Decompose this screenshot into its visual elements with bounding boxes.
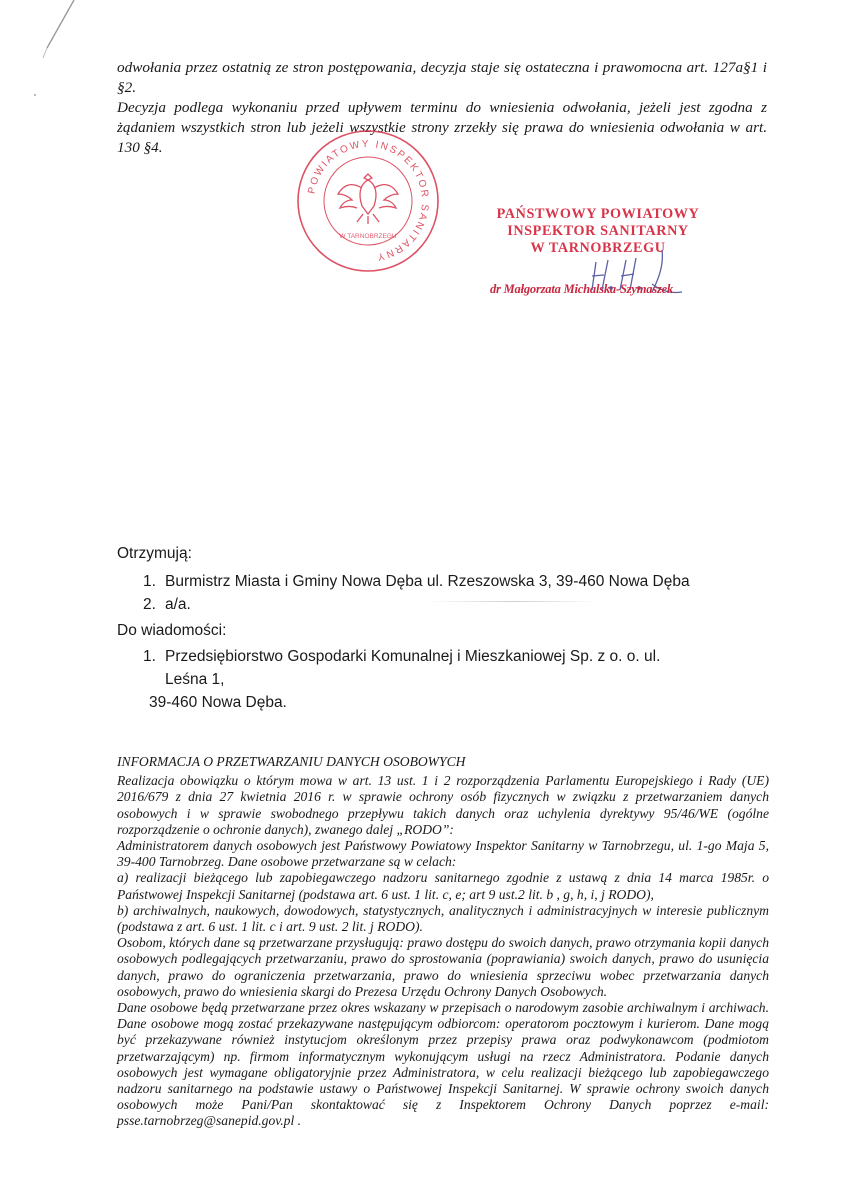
list-item bbox=[143, 645, 703, 714]
gdpr-paragraph: Administratorem danych osobowych jest Państwowy Powiatowy Inspektor Sanitarny w Tarnobrzegu, ul. 1-go Maja 5, 39-400 Tarnobrzeg. Dane osobowe przetwarzane są w celach: bbox=[117, 838, 769, 870]
list-number: 1. bbox=[143, 573, 156, 590]
sig-line-3: W TARNOBRZEGU bbox=[530, 240, 666, 256]
eagle-emblem-icon bbox=[338, 174, 398, 224]
for-information-list bbox=[143, 645, 703, 714]
gdpr-paragraph: Osobom, których dane są przetwarzane przysługują: prawo dostępu do swoich danych, prawo otrzymania kopii danych osobowych podlegających przetwarzaniu, prawo do sprostowania (poprawiania) swoich danych, prawo do usunięcia danych, prawo do ograniczenia przetwarzania, prawo do wniesienia sprzeciwu wobec przetwarzania danych osobowych, prawo do wniesienia skargi do Prezesa Urzędu Ochrony Danych Osobowych. bbox=[117, 935, 769, 999]
stamp-ring-text: POWIATOWY INSPEKTOR SANITARNY bbox=[306, 138, 431, 263]
addressee-text-cont: 39-460 Nowa Dęba. bbox=[149, 694, 287, 711]
gdpr-paragraph: b) archiwalnych, naukowych, dowodowych, statystycznych, analitycznych i administracyjnych w interesie publicznym (podstawa z art. 6 ust. 1 lit. c i art. 9 ust. 2 lit. j RODO). bbox=[117, 902, 769, 935]
for-information-heading: Do wiadomości: bbox=[117, 622, 227, 639]
recipients-heading: Otrzymują: bbox=[117, 545, 192, 562]
official-round-stamp bbox=[293, 126, 443, 276]
execution-text: Decyzja podlega wykonaniu przed upływem terminu do wniesienia odwołania, jeżeli jest zgodna z żądaniem wszystkich stron lub jeżeli wszystkie strony zrzekły się prawa do wniesienia odwołania w art. 130 §4. bbox=[117, 99, 767, 156]
recipient-text: Burmistrz Miasta i Gminy Nowa Dęba ul. Rzeszowska 3, 39-460 Nowa Dęba bbox=[165, 573, 690, 590]
list-item bbox=[143, 570, 690, 593]
scan-faint-line bbox=[428, 601, 598, 602]
stamp-inner-text: W TARNOBRZEGU bbox=[339, 233, 397, 240]
addressee-text: Przedsiębiorstwo Gospodarki Komunalnej i Mieszkaniowej Sp. z o. o. ul. Leśna 1, bbox=[165, 648, 661, 688]
list-number: 2. bbox=[143, 596, 156, 613]
sig-line-2: INSPEKTOR SANITARNY bbox=[507, 223, 689, 239]
appeal-text: odwołania przez ostatnią ze stron postępowania, decyzja staje się ostateczna i prawomocna art. 127a§1 i §2. bbox=[117, 59, 767, 96]
recipient-text: a/a. bbox=[165, 596, 191, 613]
gdpr-paragraph: a) realizacji bieżącego lub zapobiegawczego nadzoru sanitarnego zgodnie z ustawą z dnia 14 marca 1985r. o Państwowej Inspekcji Sanitarnej (podstawa art. 6 ust. 1 lit. c, e; art 9 ust.2 lit. b , g, h, i, j RODO), bbox=[117, 870, 769, 902]
scan-artifact-line bbox=[0, 0, 90, 110]
gdpr-information-section bbox=[117, 754, 769, 1130]
list-number: 1. bbox=[143, 648, 156, 665]
signatory-name: dr Małgorzata Michalska-Szymaszek bbox=[490, 282, 674, 296]
list-item bbox=[143, 593, 690, 616]
gdpr-paragraph: Realizacja obowiązku o którym mowa w art. 13 ust. 1 i 2 rozporządzenia Parlamentu Europejskiego i Rady (UE) 2016/679 z dnia 27 kwietnia 2016 r. w sprawie ochrony osób fizycznych w związku z przetwarzaniem danych osobowych i w sprawie swobodnego przepływu takich danych oraz uchylenia dyrektywy 95/46/WE (ogólne rozporządzenie o ochronie danych), zwanego dalej „RODO”: bbox=[117, 773, 769, 837]
gdpr-paragraph: Dane osobowe będą przetwarzane przez okres wskazany w przepisach o narodowym zasobie archiwalnym i archiwach. Dane osobowe mogą zostać przekazywane następującym odbiorcom: operatorom pocztowym i kurierom. Dane mogą być przekazywane również instytucjom określonym przez przepisy prawa oraz podwykonawcom (podmiotom przetwarzającym) np. firmom informatycznym wykonującym usługi na rzecz Administratora. Podanie danych osobowych jest wymagane obligatoryjnie przez Administratora, w celu realizacji bieżącego lub zapobiegawczego nadzoru sanitarnego na podstawie ustawy o Państwowej Inspekcji Sanitarnej. W sprawie ochrony swoich danych osobowych może Pani/Pan skontaktować się z Inspektorem Ochrony Danych poprzez e-mail: psse.tarnobrzeg@sanepid.gov.pl . bbox=[117, 1000, 769, 1129]
gdpr-heading: INFORMACJA O PRZETWARZANIU DANYCH OSOBOWYCH bbox=[117, 754, 466, 769]
recipients-list bbox=[143, 570, 690, 616]
sig-line-1: PAŃSTWOWY POWIATOWY bbox=[496, 206, 700, 222]
